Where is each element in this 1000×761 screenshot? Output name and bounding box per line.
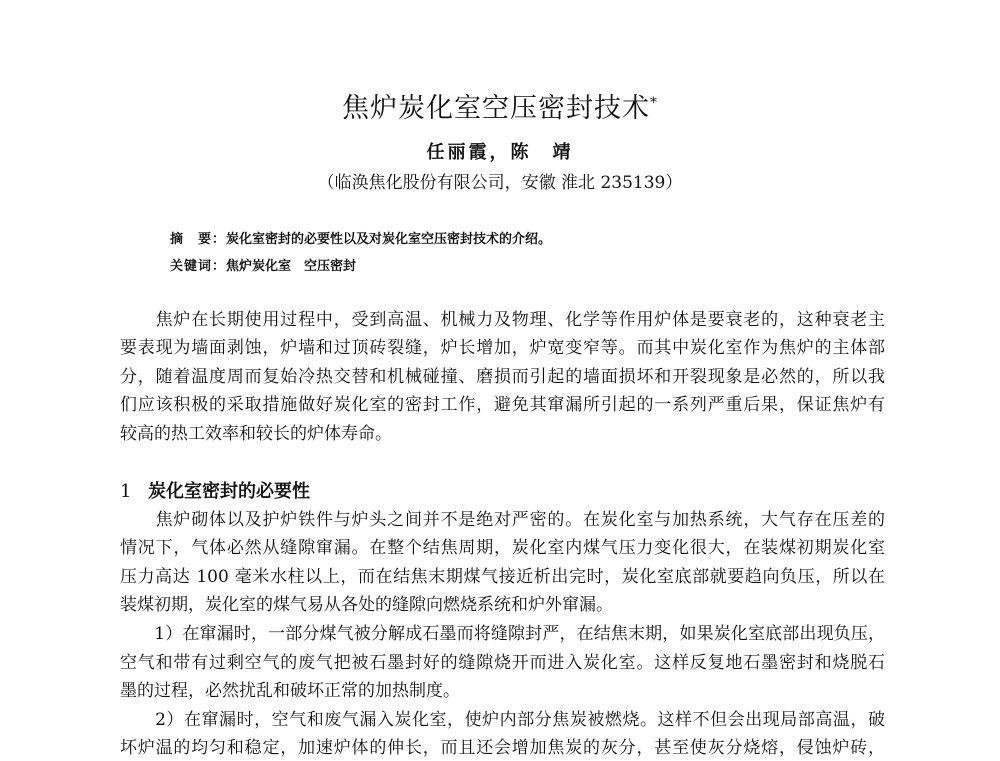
text-line: 较高的热工效率和较长的炉体寿命。 xyxy=(120,424,392,444)
section-title: 炭化室密封的必要性 xyxy=(148,481,310,502)
text-line: 情况下，气体必然从缝隙窜漏。在整个结焦周期，炭化室内煤气压力变化很大，在装煤初期炭化室 xyxy=(120,538,885,558)
paper-title xyxy=(0,86,1000,125)
text-line: 墨的过程，必然扰乱和破坏正常的加热制度。 xyxy=(120,681,460,701)
title-text: 焦炉炭化室空压密封技术 xyxy=(342,93,650,124)
keywords-text: 焦炉炭化室 空压密封 xyxy=(226,259,357,274)
text-line: 装煤初期，炭化室的煤气易从各处的缝隙向燃烧系统和炉外窜漏。 xyxy=(120,595,613,615)
text-line: 2）在窜漏时，空气和废气漏入炭化室，使炉内部分焦炭被燃烧。这样不但会出现局部高温，破 xyxy=(120,710,885,730)
affiliation: （临涣焦化股份有限公司，安徽 淮北 235139） xyxy=(317,173,683,193)
keywords xyxy=(170,255,356,274)
authors: 任丽霞，陈 靖 xyxy=(426,142,574,163)
text-line: 们应该积极的采取措施做好炭化室的密封工作，避免其窜漏所引起的一系列严重后果，保证焦炉有 xyxy=(120,395,885,415)
text-line: 压力高达 100 毫米水柱以上，而在结焦末期煤气接近析出完时，炭化室底部就要趋向负压，所以在 xyxy=(120,567,885,587)
text-line: 分，随着温度周而复始冷热交替和机械碰撞、磨损而引起的墙面损坏和开裂现象是必然的，所以我 xyxy=(120,367,885,387)
text-line: 坏炉温的均匀和稳定，加速炉体的伸长，而且还会增加焦炭的灰分，甚至使灰分烧熔，侵蚀炉砖， xyxy=(120,738,885,758)
section-heading xyxy=(120,477,310,503)
text-line: 焦炉在长期使用过程中，受到高温、机械力及物理、化学等作用炉体是要衰老的，这种衰老主 xyxy=(120,310,885,330)
text-line: 要表现为墙面剥蚀，炉墙和过顶砖裂缝，炉长增加，炉宽变窄等。而其中炭化室作为焦炉的主体部 xyxy=(120,338,885,358)
section-number: 1 xyxy=(120,481,132,502)
text-line: 焦炉砌体以及护炉铁件与炉头之间并不是绝对严密的。在炭化室与加热系统，大气存在压差的 xyxy=(120,510,885,530)
abstract-label: 摘 要： xyxy=(170,232,227,247)
abstract-text: 炭化室密封的必要性以及对炭化室空压密封技术的介绍。 xyxy=(226,232,552,247)
text-line: 空气和带有过剩空气的废气把被石墨封好的缝隙烧开而进入炭化室。这样反复地石墨密封和烧脱石 xyxy=(120,653,885,673)
title-footnote-mark: * xyxy=(650,95,658,111)
keywords-label: 关键词： xyxy=(170,259,227,274)
text-line: 1）在窜漏时，一部分煤气被分解成石墨而将缝隙封严，在结焦末期，如果炭化室底部出现负压， xyxy=(120,624,885,644)
abstract xyxy=(170,228,551,247)
